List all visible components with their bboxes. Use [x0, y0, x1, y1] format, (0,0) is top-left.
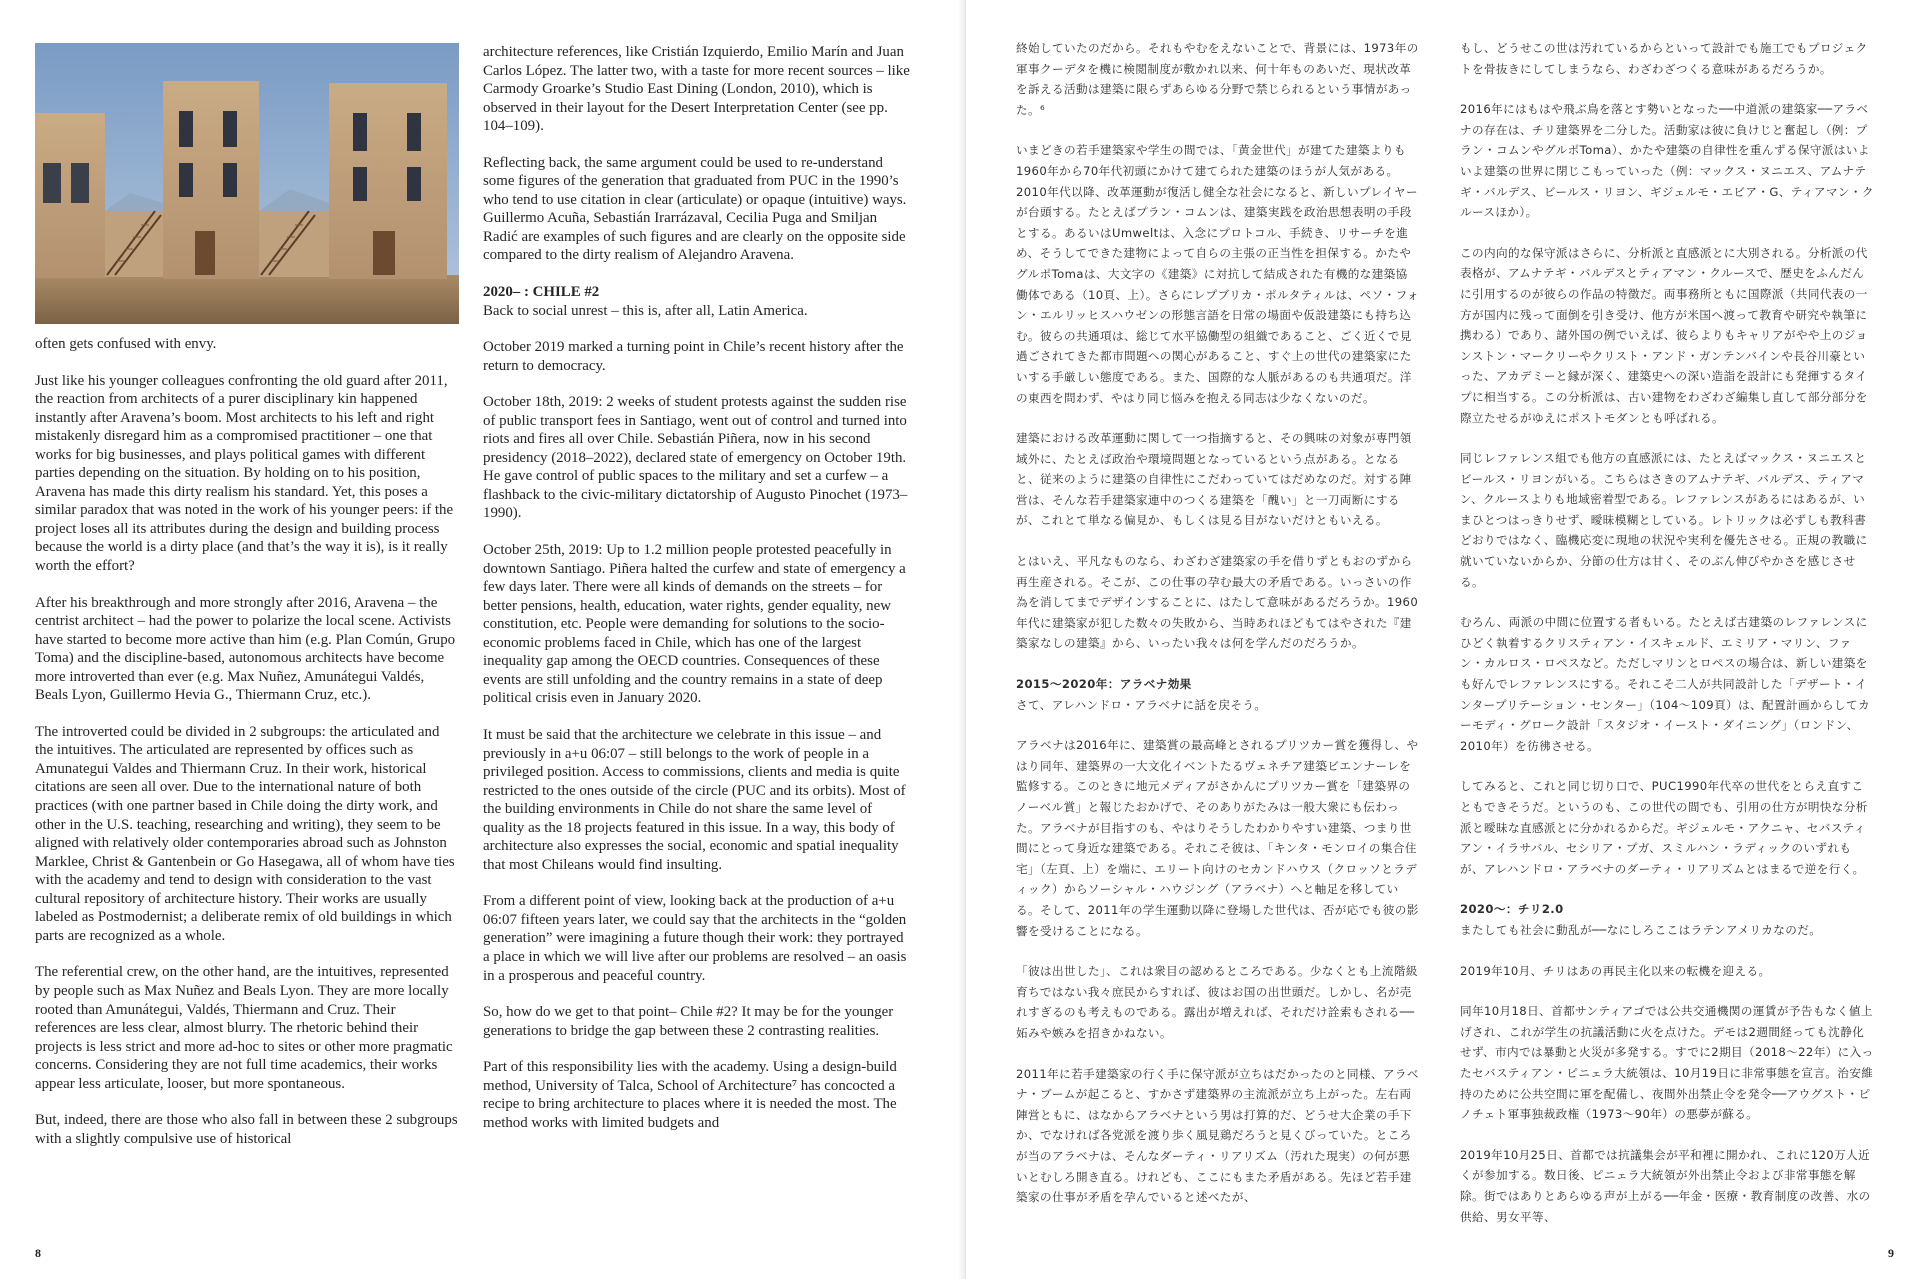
paragraph: 同年10月18日、首都サンティアゴでは公共交通機関の運賃が予告もなく値上げされ、これが学生の抗議活動に火を点けた。デモは2週間経っても沈静化せず、市内では暴動と火災が多発する。すでに2期目（2018～22年）に入ったセバスティアン・ピニェラ大統領は、10月19日に非常事態を宣言。治安維持のために公共空間に軍を配備し、夜間外出禁止令を発令──アウグスト・ピノチェト軍事独裁政権（1973～90年）の悪夢が蘇る。: [1460, 1004, 1874, 1122]
paragraph: 2011年に若手建築家の行く手に保守派が立ちはだかったのと同様、アラベナ・ブームが起こると、すかさず建築界の主流派が立ち上がった。左右両陣営ともに、はなからアラベナという男は打算的だ、どうせ大企業の手下か、でなければ各党派を渡り歩く風見鶏だろうと見くびっていた。ところが当のアラベナは、そんなダーティ・リアリズム（汚れた現実）の何が悪いとむしろ開き直る。けれども、ここにもまた矛盾がある。先ほど若手建築家の仕事が矛盾を孕んでいると述べたが、: [1016, 1066, 1419, 1205]
left-column-ja: [1016, 38, 1419, 1238]
right-column: [483, 43, 913, 1235]
paragraph: The introverted could be divided in 2 subgroups: the articulated and the intuitives. The articulated are represented by offices such as Amunategui Valdes and Thiermann Cruz. In their work, historical citations are seen all over. Due to the international nature of both practices (with one partner based in Chile doing the dirty work, and other in the U.S. teaching, researching and writing), they seem to be aligned with relatively older contemporaries abroad such as Johnston Marklee, Christ & Gantenbein or Go Hasegawa, all of whom have ties with the academy and tend to design with consideration to the vast cultural repository of architecture history. Their works are usually labeled as Postmodernist; a deliberate remix of old buildings in which parts are recognized as a whole.: [35, 723, 455, 944]
paragraph: この内向的な保守派はさらに、分析派と直感派とに大別される。分析派の代表格が、アムナテギ・バルデスとティアマン・クルースで、歴史をふんだんに引用するのが彼らの作品の特徴だ。両事務所ともに国際派（共同代表の一方が国内に残って面倒を引き受け、他方が米国へ渡って教育や研究や執筆に携わる）であり、諸外国の例でいえば、彼らよりもキャリアがやや上のジョンストン・マークリーやクリスト・アンド・ガンテンバインや長谷川豪といった、アカデミーと縁が深く、建築史への深い造詣を設計にも発揮するタイプに相当する。この分析派は、古い建物をわざわざ編集し直して部分部分を際立たせるがゆえにポストモダンとも呼ばれる。: [1460, 245, 1868, 425]
paragraph: 終始していたのだから。それもやむをえないことで、背景には、1973年の軍事クーデタを機に検閲制度が敷かれ以来、何十年ものあいだ、現状改革を訴える活動は建築に限らずあらゆる分野で禁じられるという事情があった。⁶: [1016, 41, 1419, 117]
paragraph: もし、どうせこの世は汚れているからといって設計でも施工でもプロジェクトを骨抜きにしてしまうなら、わざわざつくる意味があるだろうか。: [1460, 41, 1868, 76]
paragraph: From a different point of view, looking back at the production of a+u 06:07 fifteen years later, we could say that the architects in the “golden generation” were imagining a future though their work: they portrayed a place in which we will live after our problems are resolved – an oasis in a prosperous and peaceful country.: [483, 893, 907, 984]
paragraph: architecture references, like Cristián Izquierdo, Emilio Marín and Juan Carlos López. The latter two, with a taste for more recent sources – like Carmody Groarke’s Studio East Dining (London, 2010), which is observed in their layout for the Desert Interpretation Center (see pp. 104–109).: [483, 44, 910, 135]
section-subheading: Back to social unrest – this is, after all, Latin America.: [483, 302, 808, 319]
paragraph: It must be said that the architecture we celebrate in this issue – and previously in a+u 06:07 – still belongs to the work of people in a privileged position. Access to commissions, clients and media is quite restricted to the ones outside of the circle (PUC and its orbits). Most of the building environments in Chile do not share the same level of quality as the 18 projects featured in this issue. In a way, this body of architecture also expresses the social, economic and spatial inequality that most Chileans would find insulting.: [483, 726, 906, 873]
paragraph: But, indeed, there are those who also fall in between these 2 subgroups with a slightly compulsive use of historical: [35, 1112, 458, 1147]
paragraph: often gets confused with envy.: [35, 336, 217, 352]
paragraph: October 25th, 2019: Up to 1.2 million people protested peacefully in downtown Santiago. Piñera halted the curfew and state of emergency a few days later. There were all kinds of demands on the streets – for better pensions, health, education, water rights, gender equality, new constitution, etc. People were demanding for solutions to the socio-economic problems faced in Chile, which has one of the largest inequality gap among the OECD countries. Consequences of these events are still unfolding and the country remains in a state of deep political crisis even in January 2020.: [483, 542, 906, 707]
paragraph: So, how do we get to that point– Chile #2? It may be for the younger generations to bridge the gap between these 2 contrasting realities.: [483, 1004, 894, 1039]
paragraph: October 18th, 2019: 2 weeks of student protests against the sudden rise of public transport fees in Santiago, went out of control and turned into riots and fires all over Chile. Sebastián Piñera, now in his second presidency (2018–2022), declared state of emergency on October 19th. He gave control of public spaces to the military and set a curfew – a flashback to the civic-military dictatorship of Augusto Pinochet (1973–1990).: [483, 394, 908, 522]
paragraph: 2019年10月25日、首都では抗議集会が平和裡に開かれ、これに120万人近くが参加する。数日後、ピニェラ大統領が外出禁止令および非常事態を解除。街ではありとあらゆる声が上がる──年金・医療・教育制度の改善、水の供給、男女平等、: [1460, 1147, 1871, 1224]
section-heading: 2020– : CHILE #2: [483, 284, 600, 301]
paragraph: 2016年にはもはや飛ぶ鳥を落とす勢いとなった──中道派の建築家──アラベナの存在は、チリ建築界を二分した。活動家は彼に負けじと奮起し（例：プラン・コムンやグルポToma）、かたや建築の自律性を重んずる保守派はいよいよ建築の世界に閉じこもっていった（例：マックス・ヌニエス、アムナテギ・バルデス、ビールス・リヨン、ギジェルモ・エビア・G、ティアマン・クルースほか）。: [1460, 102, 1874, 220]
paragraph: October 2019 marked a turning point in Chile’s recent history after the return to democracy.: [483, 339, 904, 374]
paragraph: アラベナは2016年に、建築賞の最高峰とされるプリツカー賞を獲得し、やはり同年、建築界の一大文化イベントたるヴェネチア建築ビエンナーレを監修する。このときに地元メディアがさかんにプリツカー賞を「建築界のノーベル賞」と報じたおかげで、そのありがたみは一般大衆にも伝わった。アラベナが目指すのも、やはりそうしたわかりやすい建築、つまり世間にとって身近な建築である。それこそ彼は、「キンタ・モンロイの集合住宅」（左頁、上）を端に、エリート向けのセカンドハウス（クロッソとラディック）からソーシャル・ハウジング（アラベナ）へと軸足を移している。そして、2011年の学生運動以降に登場した世代は、否が応でも彼の影響を受けることになる。: [1016, 738, 1419, 938]
section-subheading: さて、アレハンドロ・アラベナに話を戻そう。: [1016, 697, 1267, 712]
paragraph: Reflecting back, the same argument could be used to re-understand some figures of the generation that graduated from PUC in the 1990’s who tend to use citation in clear (articulate) or opaque (intuitive) ways. Guillermo Acuña, Sebastián Irarrázaval, Cecilia Puga and Smiljan Radić are examples of such figures and are clearly on the opposite side compared to the dirty realism of Alejandro Aravena.: [483, 154, 907, 264]
section-heading: 2020～：チリ2.0: [1460, 902, 1564, 917]
paragraph: 「彼は出世した」、これは衆目の認めるところである。少なくとも上流階級育ちではない我々庶民からすれば、彼はお国の出世頭だ。しかし、名が売れすぎるのも考えものである。露出が増えれば、それだけ詮索もされる──妬みや嫉みを招きかねない。: [1016, 964, 1418, 1040]
housing-photo: [35, 43, 459, 324]
page-number: 8: [35, 1246, 41, 1260]
paragraph: いまどきの若手建築家や学生の間では、「黄金世代」が建てた建築よりも1960年から70年代初頭にかけて建てられた建築のほうが人気がある。2010年代以降、改革運動が復活し健全な社会になると、新しいプレイヤーが台頭する。たとえばプラン・コムンは、建築実践を政治思想表明の手段とする。あるいはUmweltは、入念にプロトコル、手続き、リサーチを進め、そうしてできた建物によって自らの主張の正当性を担保する。かたやグルポTomaは、大文字の《建築》に対抗して結成された有機的な建築協働体である（10頁、上）。さらにレプブリカ・ポルタティルは、ペソ・フォン・エルリッヒスハウゼンの形態言語を日常の場面や仮設建築にも持ち込む。彼らの共通項は、総じて水平協働型の組織であること、ごく近くで見過ごされてきた都市問題への関心があること、すぐ上の世代の建築家にたいする手厳しい態度である。また、国際的な人脈があるのも共通項だ。洋の東西を問わず、やはり同じ悩みを抱える同志は少なくないのだ。: [1016, 143, 1419, 405]
section-heading: 2015～2020年：アラベナ効果: [1016, 677, 1192, 692]
paragraph: 2019年10月、チリはあの再民主化以来の転機を迎える。: [1460, 963, 1771, 978]
paragraph: 同じレファレンス組でも他方の直感派には、たとえばマックス・ヌニエスとビールス・リヨンがいる。こちらはさきのアムナテギ、バルデス、ティアマン、クルースよりも地域密着型である。レファレンスがあるにはあるが、いまひとつはっきりせず、曖昧模糊としている。レトリックは必ずしも教科書どおりではなく、臨機応変に現地の状況や実利を優先させる。正規の教職に就いていないからか、分節の仕方は甘く、そのぶん伸びやかさを感じさせる。: [1460, 451, 1868, 589]
paragraph: The referential crew, on the other hand, are the intuitives, represented by people such as Max Nuñez and Beals Lyon. They are more locally rooted than Amunátegui, Valdés, Thiermann and Cruz. Their references are less clear, almost blurry. The rhetoric behind their projects is less strict and more ad-hoc to sites or other more pragmatic concerns. Considering they are not full time academics, their works appear less articulate, looser, but more spontaneous.: [35, 964, 453, 1092]
paragraph: Part of this responsibility lies with the academy. Using a design-build method, University of Talca, School of Architecture⁷ has concocted a recipe to bring architecture to places where it is needed the most. The method works with limited budgets and: [483, 1059, 897, 1131]
page-number: 9: [1888, 1246, 1894, 1260]
left-column: [35, 335, 459, 1235]
paragraph: むろん、両派の中間に位置する者もいる。たとえば古建築のレファレンスにひどく執着するクリスティアン・イスキェルド、エミリア・マリン、ファン・カルロス・ロペスなど。ただしマリンとロペスの場合は、新しい建築をも好んでレファレンスにする。それこそ二人が共同設計した「デザート・インタープリテーション・センター」（104～109頁）は、配置計画からしてカーモディ・グローク設計「スタジオ・イースト・ダイニング」（ロンドン、2010年）を彷彿させる。: [1460, 615, 1870, 753]
paragraph: Just like his younger colleagues confronting the old guard after 2011, the reaction from architects of a purer disciplinary kin happened instantly after Aravena’s boom. Most architects to his left and right mistakenly disregard him as a compromised practitioner – one that works for big businesses, and plays political games with different parties depending on the situation. By holding on to his position, Aravena has made this dirty realism his standard. Yet, this poses a similar paradox that was noted in the work of his younger peers: if the project loses all its attributes during the design and building process because the world is a dirty place (and that’s the way it is), is it really worth the effort?: [35, 372, 454, 575]
right-column-ja: [1460, 38, 1875, 1238]
right-page: [966, 0, 1920, 1279]
paragraph: 建築における改革運動に関して一つ指摘すると、その興味の対象が専門領域外に、たとえば政治や環境問題となっているという点がある。となると、従来のように建築の自律性にこだわっていてはだめなのだ。対する陣営は、そんな若手建築家連中のつくる建築を「醜い」と一刀両断にするが、これとて単なる偏見か、もしくは見る目がないだけともいえる。: [1016, 431, 1412, 528]
paragraph: とはいえ、平凡なものなら、わざわざ建築家の手を借りずともおのずから再生産される。そこが、この仕事の孕む最大の矛盾である。いっさいの作為を消してまでデザインすることに、はたして意味があるだろうか。1960年代に建築家が犯した数々の失敗から、当時あれほどもてはやされた『建築家なしの建築』から、いったい我々は何を学んだのだろうか。: [1016, 554, 1419, 651]
paragraph: After his breakthrough and more strongly after 2016, Aravena – the centrist architect – had the power to polarize the local scene. Activists have started to become more active than him (e.g. Plan Común, Grupo Toma) and the discipline-based, autonomous architects have become more introverted than ever (e.g. Max Nuñez, Amunátegui Valdés, Beals Lyon, Guillermo Hevia G., Thiermann Cruz, etc.).: [35, 594, 456, 704]
paragraph: してみると、これと同じ切り口で、PUC1990年代卒の世代をとらえ直すこともできそうだ。というのも、この世代の間でも、引用の仕方が明快な分析派と曖昧な直感派とに分かれるからだ。ギジェルモ・アクニャ、セバスティアン・イラサバル、セシリア・プガ、スミルハン・ラディックのいずれもが、アレハンドロ・アラベナのダーティ・リアリズムとはまるで逆を行く。: [1460, 779, 1868, 876]
section-subheading: またしても社会に動乱が──なにしろここはラテンアメリカなのだ。: [1460, 922, 1822, 937]
